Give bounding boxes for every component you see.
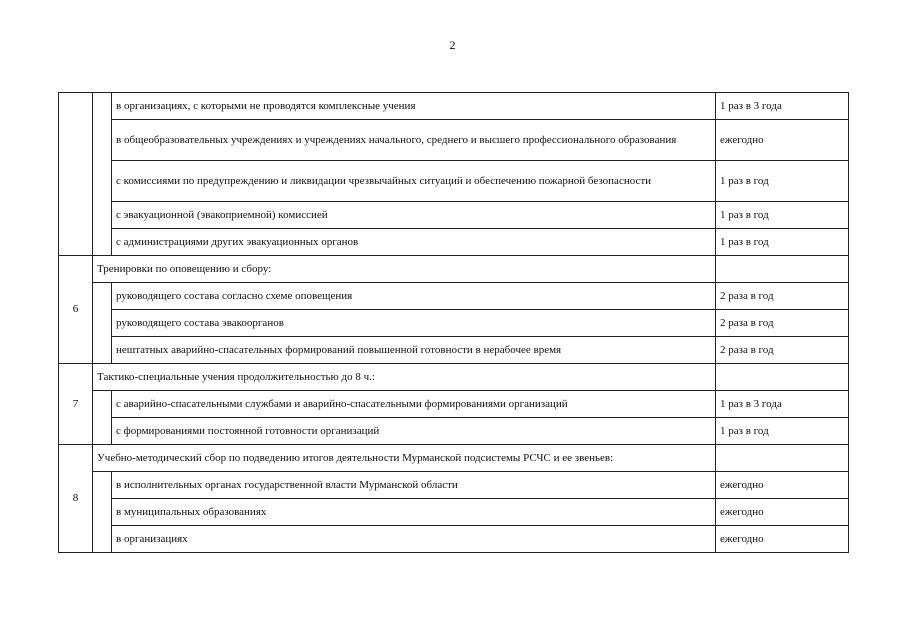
subitem-description: в муниципальных образованиях <box>112 499 716 526</box>
indent-cell <box>93 472 112 553</box>
frequency-cell-empty <box>716 445 849 472</box>
frequency-cell: 1 раз в 3 года <box>716 93 849 120</box>
frequency-cell: ежегодно <box>716 472 849 499</box>
subitem-description: руководящего состава эвакоорганов <box>112 310 716 337</box>
frequency-cell: ежегодно <box>716 120 849 161</box>
section-header-row <box>59 256 849 283</box>
indent-cell <box>93 93 112 256</box>
subitem-description: нештатных аварийно-спасательных формирований повышенной готовности в нерабочее время <box>112 337 716 364</box>
frequency-cell: 2 раза в год <box>716 337 849 364</box>
frequency-cell-empty <box>716 364 849 391</box>
table-row <box>59 391 849 418</box>
subitem-description: с администрациями других эвакуационных органов <box>112 229 716 256</box>
frequency-cell: 1 раз в год <box>716 229 849 256</box>
subitem-description: с формированиями постоянной готовности организаций <box>112 418 716 445</box>
indent-cell <box>93 391 112 445</box>
table-row <box>59 229 849 256</box>
subitem-description: в общеобразовательных учреждениях и учреждениях начального, среднего и высшего профессионального образования <box>112 120 716 161</box>
table-row <box>59 472 849 499</box>
frequency-cell: 1 раз в 3 года <box>716 391 849 418</box>
frequency-cell: 2 раза в год <box>716 283 849 310</box>
section-title: Учебно-методический сбор по подведению итогов деятельности Мурманской подсистемы РСЧС и ее звеньев: <box>93 445 716 472</box>
section-title: Тактико-специальные учения продолжительностью до 8 ч.: <box>93 364 716 391</box>
frequency-cell: 1 раз в год <box>716 418 849 445</box>
table-row <box>59 337 849 364</box>
table-row <box>59 202 849 229</box>
section-header-row <box>59 445 849 472</box>
table-row <box>59 499 849 526</box>
subitem-description: в организациях, с которыми не проводятся комплексные учения <box>112 93 716 120</box>
frequency-cell: 1 раз в год <box>716 161 849 202</box>
subitem-description: с аварийно-спасательными службами и аварийно-спасательными формированиями организаций <box>112 391 716 418</box>
item-number-cell <box>59 93 93 256</box>
subitem-description: с комиссиями по предупреждению и ликвидации чрезвычайных ситуаций и обеспечению пожарной безопасности <box>112 161 716 202</box>
subitem-description: с эвакуационной (эвакоприемной) комиссией <box>112 202 716 229</box>
section-title: Тренировки по оповещению и сбору: <box>93 256 716 283</box>
section-header-row <box>59 364 849 391</box>
item-number-cell: 8 <box>59 445 93 553</box>
table-row <box>59 310 849 337</box>
table-row <box>59 418 849 445</box>
frequency-cell-empty <box>716 256 849 283</box>
table-row <box>59 120 849 161</box>
item-number-cell: 7 <box>59 364 93 445</box>
subitem-description: в исполнительных органах государственной власти Мурманской области <box>112 472 716 499</box>
events-schedule-table <box>58 92 849 553</box>
table-row <box>59 526 849 553</box>
page-number: 2 <box>449 38 456 52</box>
frequency-cell: ежегодно <box>716 526 849 553</box>
table-row <box>59 161 849 202</box>
schedule-table-body <box>59 93 849 553</box>
frequency-cell: ежегодно <box>716 499 849 526</box>
indent-cell <box>93 283 112 364</box>
subitem-description: руководящего состава согласно схеме оповещения <box>112 283 716 310</box>
frequency-cell: 1 раз в год <box>716 202 849 229</box>
table-row <box>59 283 849 310</box>
subitem-description: в организациях <box>112 526 716 553</box>
frequency-cell: 2 раза в год <box>716 310 849 337</box>
item-number-cell: 6 <box>59 256 93 364</box>
table-row <box>59 93 849 120</box>
